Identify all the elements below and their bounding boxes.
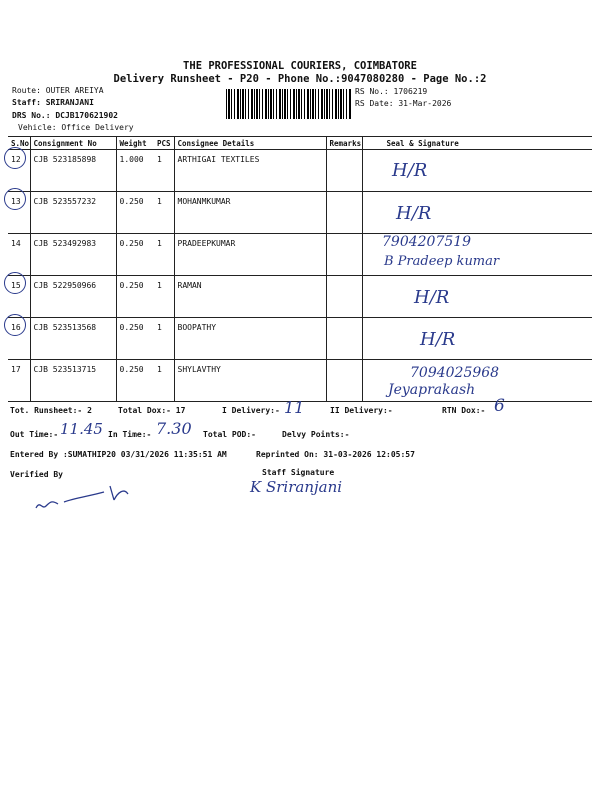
handwritten-phone: 7904207519 <box>382 234 472 250</box>
row-weight: 0.250 <box>116 234 154 276</box>
col-consignee: Consignee Details <box>174 137 326 150</box>
row-pcs: 1 <box>154 234 174 276</box>
route: Route: OUTER AREIYA <box>12 86 104 95</box>
row-consignee: PRADEEPKUMAR <box>174 234 326 276</box>
in-time-value: 7.30 <box>156 419 192 438</box>
runsheet-title: Delivery Runsheet - P20 - Phone No.:9047080280 - Page No.:2 <box>113 73 487 85</box>
handwritten-signature: Jeyaprakash <box>388 382 476 398</box>
delvy-points-label: Delvy Points:- <box>282 430 350 439</box>
sno-circle-mark <box>4 314 26 336</box>
sno-circle-mark <box>4 147 26 169</box>
total-pod-label: Total POD:- <box>203 430 256 439</box>
table-row <box>8 318 592 360</box>
row-consignment: CJB 523492983 <box>30 234 116 276</box>
table-row <box>8 234 592 276</box>
rtn-dox-value: 6 <box>494 396 505 416</box>
reprinted-on: Reprinted On: 31-03-2026 12:05:57 <box>256 450 415 459</box>
row-sno: 17 <box>8 360 30 402</box>
row-consignment: CJB 522950966 <box>30 276 116 318</box>
row-consignee: SHYLAVTHY <box>174 360 326 402</box>
vehicle: Vehicle: Office Delivery <box>18 123 134 132</box>
handwritten-signature: H/R <box>396 203 432 224</box>
out-time-label: Out Time:- <box>10 430 59 439</box>
row-consignee: ARTHIGAI TEXTILES <box>174 150 326 192</box>
row-weight: 0.250 <box>116 192 154 234</box>
out-time-value: 11.45 <box>60 420 103 438</box>
handwritten-signature: H/R <box>392 160 428 181</box>
row-consignment: CJB 523513568 <box>30 318 116 360</box>
ii-delivery-label: II Delivery:- <box>330 406 393 415</box>
drs-number: DRS No.: DCJB170621902 <box>12 111 118 120</box>
handwritten-signature: H/R <box>414 287 450 308</box>
handwritten-signature: B Pradeep kumar <box>384 254 500 269</box>
row-sno: 14 <box>8 234 30 276</box>
row-consignee: BOOPATHY <box>174 318 326 360</box>
entered-by: Entered By :SUMATHIP20 03/31/2026 11:35:51 AM <box>10 450 227 459</box>
staff-signature-value: K Sriranjani <box>250 478 343 496</box>
row-consignee: RAMAN <box>174 276 326 318</box>
row-weight: 1.000 <box>116 150 154 192</box>
rs-number: RS No.: 1706219 <box>355 87 428 96</box>
row-signature <box>362 318 592 360</box>
row-pcs: 1 <box>154 276 174 318</box>
sno-circle-mark <box>4 188 26 210</box>
rs-date: RS Date: 31-Mar-2026 <box>355 99 452 108</box>
barcode <box>226 89 352 119</box>
row-remarks <box>326 360 362 402</box>
row-pcs: 1 <box>154 192 174 234</box>
company-name: THE PROFESSIONAL COURIERS, COIMBATORE <box>183 60 417 72</box>
sno-circle-mark <box>4 272 26 294</box>
row-consignment: CJB 523557232 <box>30 192 116 234</box>
table-header <box>8 137 592 150</box>
row-weight: 0.250 <box>116 318 154 360</box>
row-consignment: CJB 523185898 <box>30 150 116 192</box>
row-sno: 12 <box>8 150 30 192</box>
row-remarks <box>326 318 362 360</box>
row-remarks <box>326 192 362 234</box>
col-weight: Weight <box>116 137 154 150</box>
total-runsheet: Tot. Runsheet:- 2 <box>10 406 92 415</box>
handwritten-signature: H/R <box>420 329 456 350</box>
row-remarks <box>326 150 362 192</box>
row-consignment: CJB 523513715 <box>30 360 116 402</box>
rtn-dox-label: RTN Dox:- <box>442 406 486 415</box>
row-remarks <box>326 276 362 318</box>
table-row <box>8 276 592 318</box>
row-sno: 15 <box>8 276 30 318</box>
row-weight: 0.250 <box>116 360 154 402</box>
table-row <box>8 192 592 234</box>
in-time-label: In Time:- <box>108 430 152 439</box>
row-pcs: 1 <box>154 318 174 360</box>
row-consignee: MOHANMKUMAR <box>174 192 326 234</box>
staff-signature-label: Staff Signature <box>262 468 335 477</box>
row-remarks <box>326 234 362 276</box>
i-delivery-value: 11 <box>284 398 305 417</box>
verified-by-label: Verified By <box>10 470 63 479</box>
verified-signature-scribble <box>28 470 148 520</box>
i-delivery-label: I Delivery:- <box>222 406 280 415</box>
total-dox: Total Dox:- 17 <box>118 406 186 415</box>
col-sno: S.No <box>8 137 30 150</box>
row-weight: 0.250 <box>116 276 154 318</box>
staff: Staff: SRIRANJANI <box>12 98 94 107</box>
col-remarks: Remarks <box>326 137 362 150</box>
runsheet-table <box>8 136 592 402</box>
col-signature: Seal & Signature <box>362 137 592 150</box>
col-consignment: Consignment No <box>30 137 116 150</box>
row-sno: 13 <box>8 192 30 234</box>
row-sno: 16 <box>8 318 30 360</box>
row-pcs: 1 <box>154 150 174 192</box>
row-pcs: 1 <box>154 360 174 402</box>
col-pcs: PCS <box>154 137 174 150</box>
table-row <box>8 150 592 192</box>
handwritten-phone: 7094025968 <box>410 365 500 381</box>
row-signature <box>362 276 592 318</box>
